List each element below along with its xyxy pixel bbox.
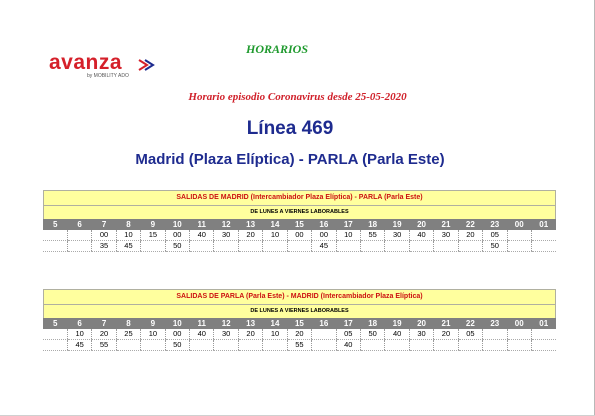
minute-cell: 30 xyxy=(214,329,238,340)
minute-cell: 05 xyxy=(336,329,360,340)
logo-subtext: by MOBILITY ADO xyxy=(87,73,129,79)
minute-cell xyxy=(43,340,67,351)
minute-cell xyxy=(238,241,262,252)
minute-cell: 10 xyxy=(263,230,287,241)
minute-cell xyxy=(141,340,165,351)
hour-cell: 22 xyxy=(458,219,482,230)
minute-cell xyxy=(190,241,214,252)
route-title: Madrid (Plaza Elíptica) - PARLA (Parla Este) xyxy=(135,151,445,168)
minute-cell: 55 xyxy=(287,340,311,351)
hour-cell: 23 xyxy=(483,219,507,230)
hour-cell: 11 xyxy=(190,219,214,230)
minute-cell: 20 xyxy=(238,329,262,340)
minute-cell: 00 xyxy=(312,230,336,241)
minute-cell: 55 xyxy=(360,230,384,241)
schedule-header: SALIDAS DE PARLA (Parla Este) - MADRID (Intercambiador Plaza Elíptica) xyxy=(43,289,556,305)
minutes-row xyxy=(43,230,556,241)
hour-cell: 9 xyxy=(141,318,165,329)
hour-cell: 19 xyxy=(385,318,409,329)
minute-cell xyxy=(483,329,507,340)
hour-cell: 21 xyxy=(434,219,458,230)
hour-cell: 12 xyxy=(214,318,238,329)
minute-cell: 45 xyxy=(67,340,91,351)
hour-cell: 18 xyxy=(360,318,384,329)
hour-cell: 6 xyxy=(67,318,91,329)
timetable-grid xyxy=(43,219,556,252)
hour-cell: 20 xyxy=(409,219,433,230)
minute-cell: 40 xyxy=(190,329,214,340)
minute-cell: 30 xyxy=(409,329,433,340)
minute-cell xyxy=(434,340,458,351)
minute-cell xyxy=(263,241,287,252)
minute-cell: 10 xyxy=(141,329,165,340)
minute-cell: 00 xyxy=(165,329,189,340)
minutes-row xyxy=(43,329,556,340)
minute-cell: 35 xyxy=(92,241,116,252)
minutes-row xyxy=(43,241,556,252)
minute-cell: 10 xyxy=(116,230,140,241)
minute-cell: 00 xyxy=(165,230,189,241)
schedule-parla-madrid xyxy=(43,289,556,351)
minute-cell xyxy=(336,241,360,252)
minute-cell xyxy=(116,340,140,351)
hour-cell: 21 xyxy=(434,318,458,329)
minute-cell xyxy=(434,241,458,252)
hour-cell: 16 xyxy=(312,219,336,230)
minute-cell xyxy=(360,340,384,351)
minute-cell: 00 xyxy=(92,230,116,241)
minute-cell: 20 xyxy=(92,329,116,340)
minute-cell xyxy=(214,241,238,252)
hour-cell: 00 xyxy=(507,219,531,230)
timetable-grid xyxy=(43,318,556,351)
minute-cell: 55 xyxy=(92,340,116,351)
minute-cell: 20 xyxy=(458,230,482,241)
minute-cell xyxy=(385,340,409,351)
minute-cell xyxy=(507,230,531,241)
minute-cell: 20 xyxy=(238,230,262,241)
minute-cell xyxy=(287,241,311,252)
minute-cell: 10 xyxy=(67,329,91,340)
minute-cell xyxy=(312,340,336,351)
hour-cell: 22 xyxy=(458,318,482,329)
minute-cell: 05 xyxy=(458,329,482,340)
minute-cell: 30 xyxy=(385,230,409,241)
schedule-subtitle: Horario episodio Coronavirus desde 25-05-2020 xyxy=(188,91,407,103)
minute-cell xyxy=(312,329,336,340)
minute-cell xyxy=(483,340,507,351)
minute-cell: 40 xyxy=(385,329,409,340)
hour-cell: 12 xyxy=(214,219,238,230)
hour-cell: 20 xyxy=(409,318,433,329)
hour-row xyxy=(43,318,556,329)
schedule-header: SALIDAS DE MADRID (Intercambiador Plaza Elíptica) - PARLA (Parla Este) xyxy=(43,190,556,206)
hour-cell: 8 xyxy=(116,318,140,329)
hour-cell: 6 xyxy=(67,219,91,230)
hour-cell: 17 xyxy=(336,219,360,230)
avanza-logo xyxy=(49,52,164,88)
line-title: Línea 469 xyxy=(246,118,334,139)
hour-cell: 7 xyxy=(92,318,116,329)
hour-cell: 10 xyxy=(165,318,189,329)
logo-wordmark: avanza xyxy=(49,51,123,74)
minute-cell xyxy=(67,241,91,252)
logo-arrows-icon xyxy=(137,57,161,73)
minute-cell xyxy=(507,329,531,340)
minute-cell xyxy=(190,340,214,351)
minute-cell: 50 xyxy=(165,241,189,252)
hour-cell: 15 xyxy=(287,318,311,329)
minute-cell: 10 xyxy=(263,329,287,340)
minute-cell: 50 xyxy=(360,329,384,340)
minute-cell: 40 xyxy=(190,230,214,241)
minute-cell xyxy=(43,329,67,340)
hour-cell: 01 xyxy=(531,318,556,329)
schedule-days: DE LUNES A VIERNES LABORABLES xyxy=(43,305,556,318)
hour-cell: 7 xyxy=(92,219,116,230)
minute-cell: 10 xyxy=(336,230,360,241)
schedule-days: DE LUNES A VIERNES LABORABLES xyxy=(43,206,556,219)
minutes-row xyxy=(43,340,556,351)
minute-cell xyxy=(531,329,556,340)
minute-cell xyxy=(43,241,67,252)
hour-cell: 16 xyxy=(312,318,336,329)
minute-cell: 20 xyxy=(434,329,458,340)
minute-cell xyxy=(238,340,262,351)
hour-cell: 15 xyxy=(287,219,311,230)
hour-cell: 18 xyxy=(360,219,384,230)
hour-cell: 11 xyxy=(190,318,214,329)
minute-cell xyxy=(43,230,67,241)
minute-cell xyxy=(531,230,556,241)
hour-row xyxy=(43,219,556,230)
minute-cell xyxy=(214,340,238,351)
minute-cell xyxy=(531,340,556,351)
minute-cell: 45 xyxy=(312,241,336,252)
minute-cell xyxy=(531,241,556,252)
minute-cell: 20 xyxy=(287,329,311,340)
minute-cell xyxy=(409,340,433,351)
minute-cell: 25 xyxy=(116,329,140,340)
minute-cell: 30 xyxy=(214,230,238,241)
hour-cell: 13 xyxy=(238,318,262,329)
minute-cell xyxy=(67,230,91,241)
schedule-madrid-parla xyxy=(43,190,556,252)
hour-cell: 19 xyxy=(385,219,409,230)
minute-cell xyxy=(507,340,531,351)
minute-cell xyxy=(141,241,165,252)
page-heading: HORARIOS xyxy=(246,42,309,56)
hour-cell: 00 xyxy=(507,318,531,329)
minute-cell: 05 xyxy=(483,230,507,241)
hour-cell: 5 xyxy=(43,318,67,329)
minute-cell xyxy=(360,241,384,252)
hour-cell: 17 xyxy=(336,318,360,329)
hour-cell: 5 xyxy=(43,219,67,230)
minute-cell: 40 xyxy=(409,230,433,241)
minute-cell xyxy=(409,241,433,252)
minute-cell xyxy=(458,340,482,351)
hour-cell: 9 xyxy=(141,219,165,230)
minute-cell: 50 xyxy=(165,340,189,351)
minute-cell: 30 xyxy=(434,230,458,241)
minute-cell: 45 xyxy=(116,241,140,252)
hour-cell: 14 xyxy=(263,318,287,329)
hour-cell: 23 xyxy=(483,318,507,329)
hour-cell: 14 xyxy=(263,219,287,230)
minute-cell xyxy=(507,241,531,252)
hour-cell: 13 xyxy=(238,219,262,230)
minute-cell xyxy=(385,241,409,252)
hour-cell: 10 xyxy=(165,219,189,230)
hour-cell: 01 xyxy=(531,219,556,230)
minute-cell: 15 xyxy=(141,230,165,241)
minute-cell xyxy=(458,241,482,252)
hour-cell: 8 xyxy=(116,219,140,230)
minute-cell: 40 xyxy=(336,340,360,351)
minute-cell xyxy=(263,340,287,351)
minute-cell: 00 xyxy=(287,230,311,241)
minute-cell: 50 xyxy=(483,241,507,252)
